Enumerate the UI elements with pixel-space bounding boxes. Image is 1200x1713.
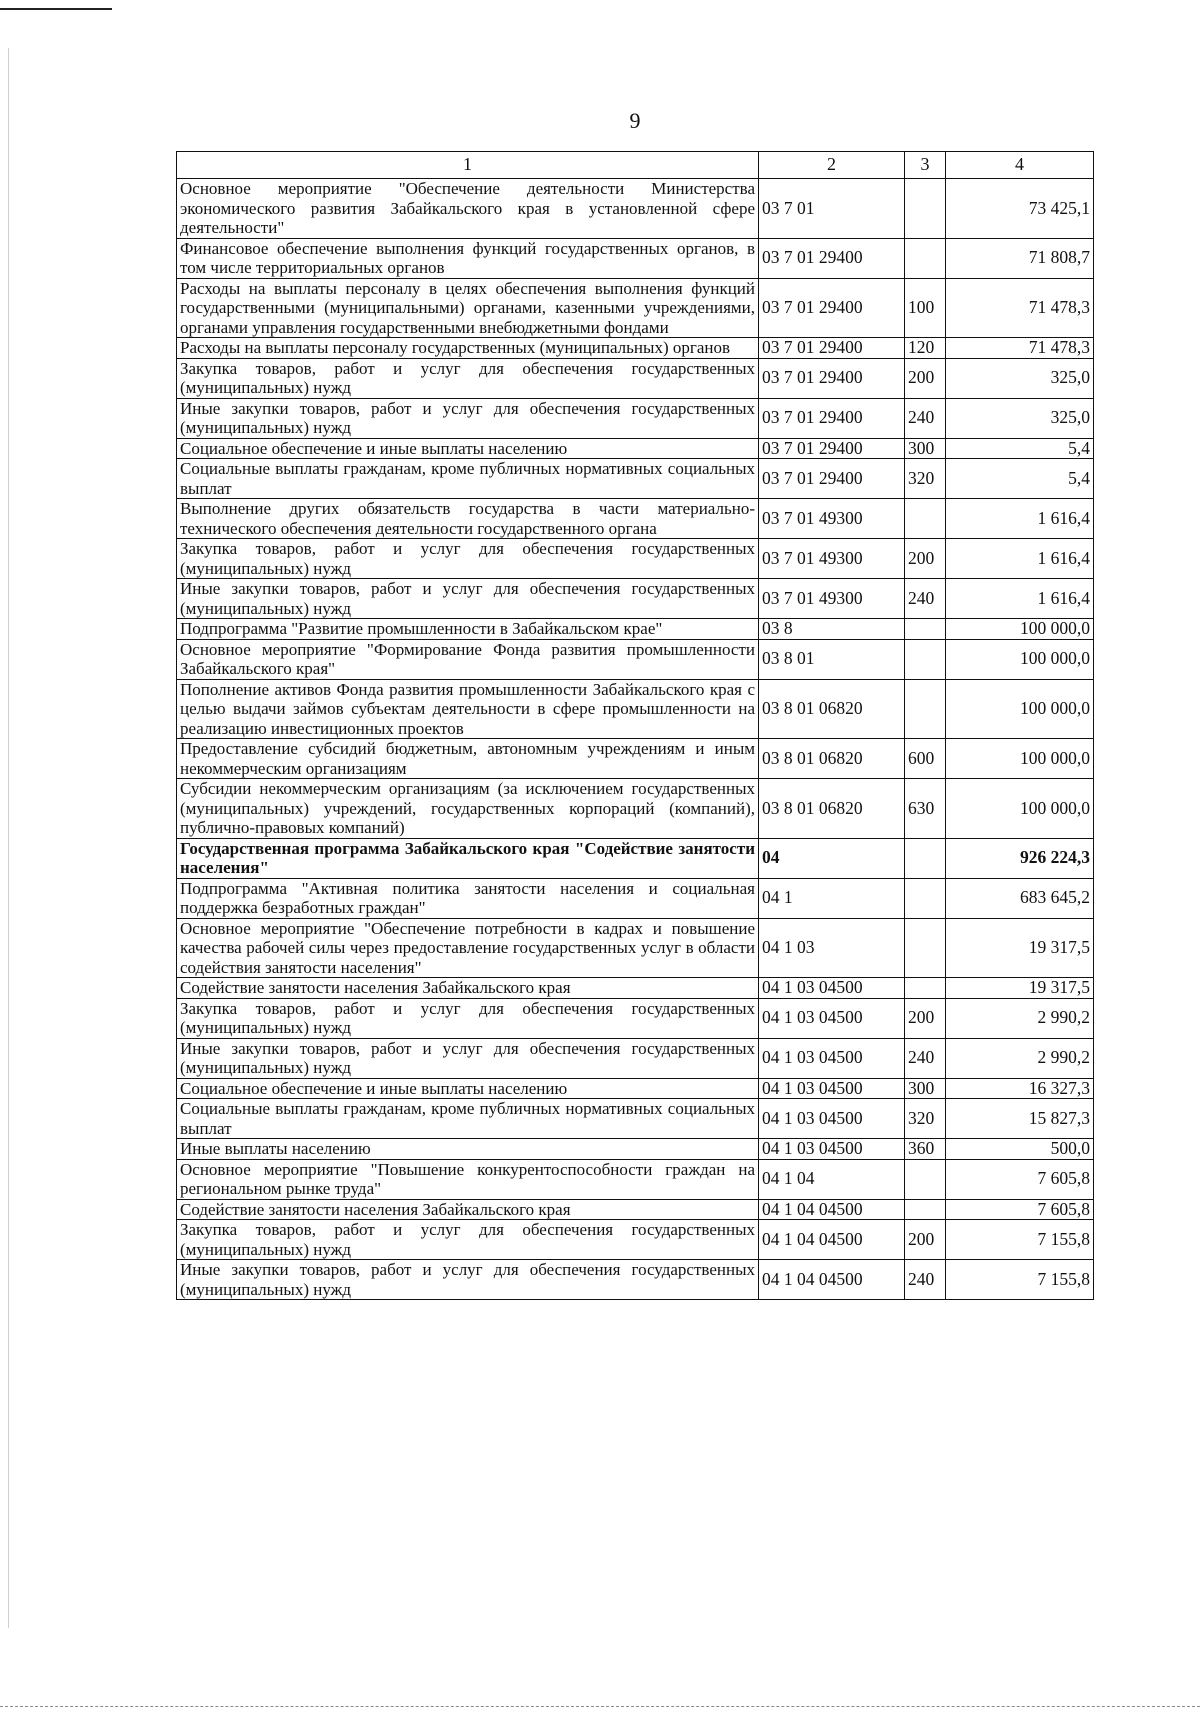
row-type-cell: 240 (905, 1260, 946, 1300)
row-name-cell: Подпрограмма "Активная политика занятости населения и социальная поддержка безработных граждан" (177, 878, 759, 918)
budget-table (176, 151, 1094, 1300)
row-code-cell: 04 1 03 04500 (759, 1038, 905, 1078)
row-name-cell: Социальное обеспечение и иные выплаты населению (177, 438, 759, 459)
row-amount-cell: 1 616,4 (946, 499, 1094, 539)
row-type-cell: 240 (905, 1038, 946, 1078)
row-amount-cell: 683 645,2 (946, 878, 1094, 918)
row-type-cell (905, 918, 946, 978)
top-rule (0, 8, 112, 10)
row-code-cell: 04 1 (759, 878, 905, 918)
row-amount-cell: 71 478,3 (946, 278, 1094, 338)
table-row (177, 398, 1094, 438)
row-type-cell (905, 1199, 946, 1220)
row-name-cell: Иные закупки товаров, работ и услуг для обеспечения государственных (муниципальных) нужд (177, 398, 759, 438)
row-code-cell: 03 7 01 29400 (759, 398, 905, 438)
row-type-cell: 320 (905, 459, 946, 499)
row-name-cell: Закупка товаров, работ и услуг для обеспечения государственных (муниципальных) нужд (177, 998, 759, 1038)
row-code-cell: 03 7 01 49300 (759, 499, 905, 539)
row-amount-cell: 100 000,0 (946, 679, 1094, 739)
row-name-cell: Иные закупки товаров, работ и услуг для обеспечения государственных (муниципальных) нужд (177, 579, 759, 619)
row-amount-cell: 325,0 (946, 358, 1094, 398)
row-amount-cell: 7 605,8 (946, 1199, 1094, 1220)
row-type-cell: 200 (905, 539, 946, 579)
row-name-cell: Пополнение активов Фонда развития промышленности Забайкальского края с целью выдачи займов субъектам деятельности в сфере промышленности на реализацию инвестиционных проектов (177, 679, 759, 739)
header-cell-amount: 4 (946, 152, 1094, 179)
table-row (177, 918, 1094, 978)
row-code-cell: 03 8 (759, 619, 905, 640)
table-row (177, 978, 1094, 999)
row-code-cell: 04 1 04 04500 (759, 1199, 905, 1220)
row-type-cell (905, 679, 946, 739)
row-type-cell: 300 (905, 438, 946, 459)
row-type-cell: 300 (905, 1078, 946, 1099)
row-name-cell: Расходы на выплаты персоналу государственных (муниципальных) органов (177, 338, 759, 359)
row-amount-cell: 100 000,0 (946, 639, 1094, 679)
row-amount-cell: 100 000,0 (946, 779, 1094, 839)
table-body (177, 179, 1094, 1300)
row-type-cell (905, 838, 946, 878)
row-name-cell: Основное мероприятие "Формирование Фонда развития промышленности Забайкальского края" (177, 639, 759, 679)
row-amount-cell: 5,4 (946, 438, 1094, 459)
row-amount-cell: 7 155,8 (946, 1220, 1094, 1260)
row-type-cell (905, 878, 946, 918)
table-row (177, 539, 1094, 579)
row-type-cell: 630 (905, 779, 946, 839)
row-amount-cell: 500,0 (946, 1139, 1094, 1160)
row-code-cell: 04 1 03 (759, 918, 905, 978)
row-amount-cell: 100 000,0 (946, 619, 1094, 640)
row-name-cell: Государственная программа Забайкальского края "Содействие занятости населения" (177, 838, 759, 878)
row-amount-cell: 2 990,2 (946, 998, 1094, 1038)
row-type-cell (905, 238, 946, 278)
row-name-cell: Социальные выплаты гражданам, кроме публичных нормативных социальных выплат (177, 1099, 759, 1139)
row-type-cell: 120 (905, 338, 946, 359)
table-row (177, 838, 1094, 878)
row-type-cell (905, 179, 946, 239)
table-row (177, 619, 1094, 640)
row-type-cell: 100 (905, 278, 946, 338)
row-code-cell: 04 1 03 04500 (759, 998, 905, 1038)
row-name-cell: Содействие занятости населения Забайкальского края (177, 978, 759, 999)
row-code-cell: 03 7 01 49300 (759, 579, 905, 619)
row-type-cell (905, 978, 946, 999)
row-amount-cell: 15 827,3 (946, 1099, 1094, 1139)
scan-edge-line (8, 48, 9, 1628)
row-name-cell: Финансовое обеспечение выполнения функций государственных органов, в том числе территориальных органов (177, 238, 759, 278)
row-name-cell: Социальные выплаты гражданам, кроме публичных нормативных социальных выплат (177, 459, 759, 499)
table-row (177, 499, 1094, 539)
table-row (177, 1220, 1094, 1260)
row-amount-cell: 1 616,4 (946, 539, 1094, 579)
row-name-cell: Иные выплаты населению (177, 1139, 759, 1160)
row-name-cell: Иные закупки товаров, работ и услуг для обеспечения государственных (муниципальных) нужд (177, 1038, 759, 1078)
row-name-cell: Основное мероприятие "Обеспечение деятельности Министерства экономического развития Забайкальского края в установленной сфере деятельности" (177, 179, 759, 239)
table-row (177, 459, 1094, 499)
row-code-cell: 04 1 04 (759, 1159, 905, 1199)
row-amount-cell: 5,4 (946, 459, 1094, 499)
row-amount-cell: 73 425,1 (946, 179, 1094, 239)
row-amount-cell: 100 000,0 (946, 739, 1094, 779)
row-code-cell: 03 7 01 49300 (759, 539, 905, 579)
row-type-cell (905, 619, 946, 640)
table-row (177, 1260, 1094, 1300)
row-code-cell: 04 1 03 04500 (759, 1139, 905, 1160)
row-type-cell: 320 (905, 1099, 946, 1139)
bottom-rule (0, 1706, 1200, 1707)
row-type-cell (905, 639, 946, 679)
row-name-cell: Субсидии некоммерческим организациям (за исключением государственных (муниципальных) учреждений, государственных корпораций (компаний), публично-правовых компаний) (177, 779, 759, 839)
row-code-cell: 03 8 01 06820 (759, 679, 905, 739)
table-row (177, 1078, 1094, 1099)
page-number: 9 (629, 108, 641, 133)
table-row (177, 679, 1094, 739)
table-row (177, 179, 1094, 239)
row-code-cell: 03 7 01 29400 (759, 438, 905, 459)
table-row (177, 998, 1094, 1038)
table-row (177, 878, 1094, 918)
row-amount-cell: 1 616,4 (946, 579, 1094, 619)
row-name-cell: Иные закупки товаров, работ и услуг для обеспечения государственных (муниципальных) нужд (177, 1260, 759, 1300)
row-amount-cell: 2 990,2 (946, 1038, 1094, 1078)
row-name-cell: Подпрограмма "Развитие промышленности в Забайкальском крае" (177, 619, 759, 640)
row-name-cell: Закупка товаров, работ и услуг для обеспечения государственных (муниципальных) нужд (177, 539, 759, 579)
header-row (177, 152, 1094, 179)
row-name-cell: Расходы на выплаты персоналу в целях обеспечения выполнения функций государственными (муниципальными) органами, казенными учреждениями, органами управления государственными внебюджетными фондами (177, 278, 759, 338)
row-amount-cell: 71 478,3 (946, 338, 1094, 359)
table-row (177, 438, 1094, 459)
row-code-cell: 03 8 01 06820 (759, 779, 905, 839)
row-code-cell: 04 1 04 04500 (759, 1220, 905, 1260)
row-code-cell: 03 8 01 06820 (759, 739, 905, 779)
row-code-cell: 04 1 03 04500 (759, 1099, 905, 1139)
table-row (177, 278, 1094, 338)
row-name-cell: Закупка товаров, работ и услуг для обеспечения государственных (муниципальных) нужд (177, 1220, 759, 1260)
table-header (177, 152, 1094, 179)
table-row (177, 1139, 1094, 1160)
row-name-cell: Социальное обеспечение и иные выплаты населению (177, 1078, 759, 1099)
row-code-cell: 03 7 01 (759, 179, 905, 239)
row-type-cell: 600 (905, 739, 946, 779)
row-amount-cell: 19 317,5 (946, 978, 1094, 999)
table-row (177, 639, 1094, 679)
table-row (177, 1038, 1094, 1078)
row-amount-cell: 16 327,3 (946, 1078, 1094, 1099)
table-row (177, 779, 1094, 839)
row-code-cell: 04 (759, 838, 905, 878)
table-row (177, 238, 1094, 278)
row-amount-cell: 71 808,7 (946, 238, 1094, 278)
row-amount-cell: 325,0 (946, 398, 1094, 438)
row-type-cell: 200 (905, 1220, 946, 1260)
row-amount-cell: 19 317,5 (946, 918, 1094, 978)
row-type-cell: 200 (905, 358, 946, 398)
row-type-cell (905, 1159, 946, 1199)
row-code-cell: 04 1 04 04500 (759, 1260, 905, 1300)
header-cell-code: 2 (759, 152, 905, 179)
row-code-cell: 03 7 01 29400 (759, 238, 905, 278)
row-code-cell: 03 8 01 (759, 639, 905, 679)
table-row (177, 1099, 1094, 1139)
table-row (177, 739, 1094, 779)
row-name-cell: Содействие занятости населения Забайкальского края (177, 1199, 759, 1220)
row-amount-cell: 7 605,8 (946, 1159, 1094, 1199)
row-type-cell: 360 (905, 1139, 946, 1160)
row-type-cell: 200 (905, 998, 946, 1038)
header-cell-type: 3 (905, 152, 946, 179)
row-name-cell: Выполнение других обязательств государства в части материально-технического обеспечения деятельности государственного органа (177, 499, 759, 539)
row-name-cell: Основное мероприятие "Повышение конкурентоспособности граждан на региональном рынке труда" (177, 1159, 759, 1199)
row-type-cell (905, 499, 946, 539)
header-cell-name: 1 (177, 152, 759, 179)
table-row (177, 579, 1094, 619)
row-name-cell: Закупка товаров, работ и услуг для обеспечения государственных (муниципальных) нужд (177, 358, 759, 398)
row-name-cell: Основное мероприятие "Обеспечение потребности в кадрах и повышение качества рабочей силы через предоставление государственных услуг в области содействия занятости населения" (177, 918, 759, 978)
table-row (177, 1159, 1094, 1199)
row-code-cell: 03 7 01 29400 (759, 358, 905, 398)
row-code-cell: 03 7 01 29400 (759, 338, 905, 359)
row-type-cell: 240 (905, 579, 946, 619)
row-code-cell: 04 1 03 04500 (759, 978, 905, 999)
table-row (177, 358, 1094, 398)
row-amount-cell: 7 155,8 (946, 1260, 1094, 1300)
row-code-cell: 03 7 01 29400 (759, 459, 905, 499)
row-code-cell: 03 7 01 29400 (759, 278, 905, 338)
table-row (177, 1199, 1094, 1220)
row-code-cell: 04 1 03 04500 (759, 1078, 905, 1099)
row-type-cell: 240 (905, 398, 946, 438)
row-amount-cell: 926 224,3 (946, 838, 1094, 878)
table-row (177, 338, 1094, 359)
row-name-cell: Предоставление субсидий бюджетным, автономным учреждениям и иным некоммерческим организациям (177, 739, 759, 779)
